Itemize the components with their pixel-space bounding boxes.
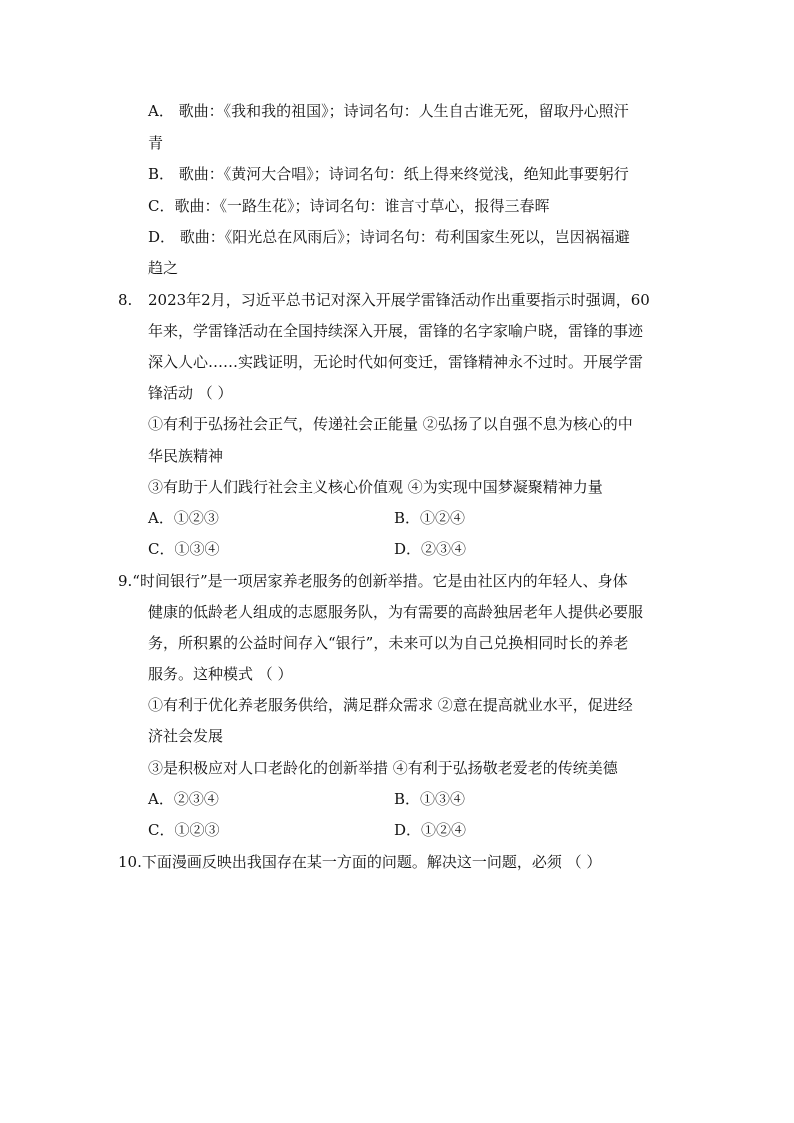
q8-option-a[interactable]: A．①②③ xyxy=(148,509,219,527)
q9-stem-line-4: 服务。这种模式 （ ） xyxy=(148,665,293,683)
q8-stem-line-4: 锋活动 （ ） xyxy=(148,384,233,402)
q7-option-c: C．歌曲：《一路生花》；诗词名句：谁言寸草心，报得三春晖 xyxy=(148,197,550,215)
q9-statement-2: 济社会发展 xyxy=(148,727,224,745)
q8-stem-line-1: 2023年2月，习近平总书记对深入开展学雷锋活动作出重要指示时强调，60 xyxy=(148,291,650,309)
q8-stem-line-3: 深入人心……实践证明，无论时代如何变迁，雷锋精神永不过时。开展学雷 xyxy=(148,353,644,371)
q7-option-d-line2: 趋之 xyxy=(148,259,179,277)
q7-option-b: B． 歌曲：《黄河大合唱》；诗词名句：纸上得来终觉浅，绝知此事要躬行 xyxy=(148,165,629,183)
q7-option-a-line1: A． 歌曲：《我和我的祖国》；诗词名句：人生自古谁无死，留取丹心照汗 xyxy=(148,102,629,120)
q9-option-b[interactable]: B．①③④ xyxy=(394,790,466,808)
q8-statement-3: ③有助于人们践行社会主义核心价值观 ④为实现中国梦凝聚精神力量 xyxy=(148,478,603,496)
q8-stem-line-2: 年来，学雷锋活动在全国持续深入开展，雷锋的名字家喻户晓，雷锋的事迹 xyxy=(148,322,644,340)
q9-stem-line-1: 9.“时间银行”是一项居家养老服务的创新举措。它是由社区内的年轻人、身体 xyxy=(118,572,628,590)
q7-option-d-line1: D． 歌曲：《阳光总在风雨后》；诗词名句：苟利国家生死以，岂因祸福避 xyxy=(148,228,630,246)
q8-number: 8. xyxy=(118,291,133,309)
q7-option-a-line2: 青 xyxy=(148,134,164,152)
q9-stem-line-3: 务，所积累的公益时间存入“银行”，未来可以为自己兑换相同时长的养老 xyxy=(148,634,629,652)
q9-option-a[interactable]: A．②③④ xyxy=(148,790,219,808)
q8-statement-1: ①有利于弘扬社会正气，传递社会正能量 ②弘扬了以自强不息为核心的中 xyxy=(148,415,633,433)
q9-stem-line-2: 健康的低龄老人组成的志愿服务队，为有需要的高龄独居老年人提供必要服 xyxy=(148,603,644,621)
q9-option-d[interactable]: D．①②④ xyxy=(394,821,467,839)
q8-option-d[interactable]: D．②③④ xyxy=(394,540,467,558)
q8-option-c[interactable]: C．①③④ xyxy=(148,540,220,558)
q10-stem: 10.下面漫画反映出我国存在某一方面的问题。解决这一问题，必须 （ ） xyxy=(118,853,602,871)
q9-statement-3: ③是积极应对人口老龄化的创新举措 ④有利于弘扬敬老爱老的传统美德 xyxy=(148,759,618,777)
q8-option-b[interactable]: B．①②④ xyxy=(394,509,466,527)
q9-statement-1: ①有利于优化养老服务供给，满足群众需求 ②意在提高就业水平，促进经 xyxy=(148,696,633,714)
q8-statement-2: 华民族精神 xyxy=(148,447,224,465)
q9-option-c[interactable]: C．①②③ xyxy=(148,821,220,839)
